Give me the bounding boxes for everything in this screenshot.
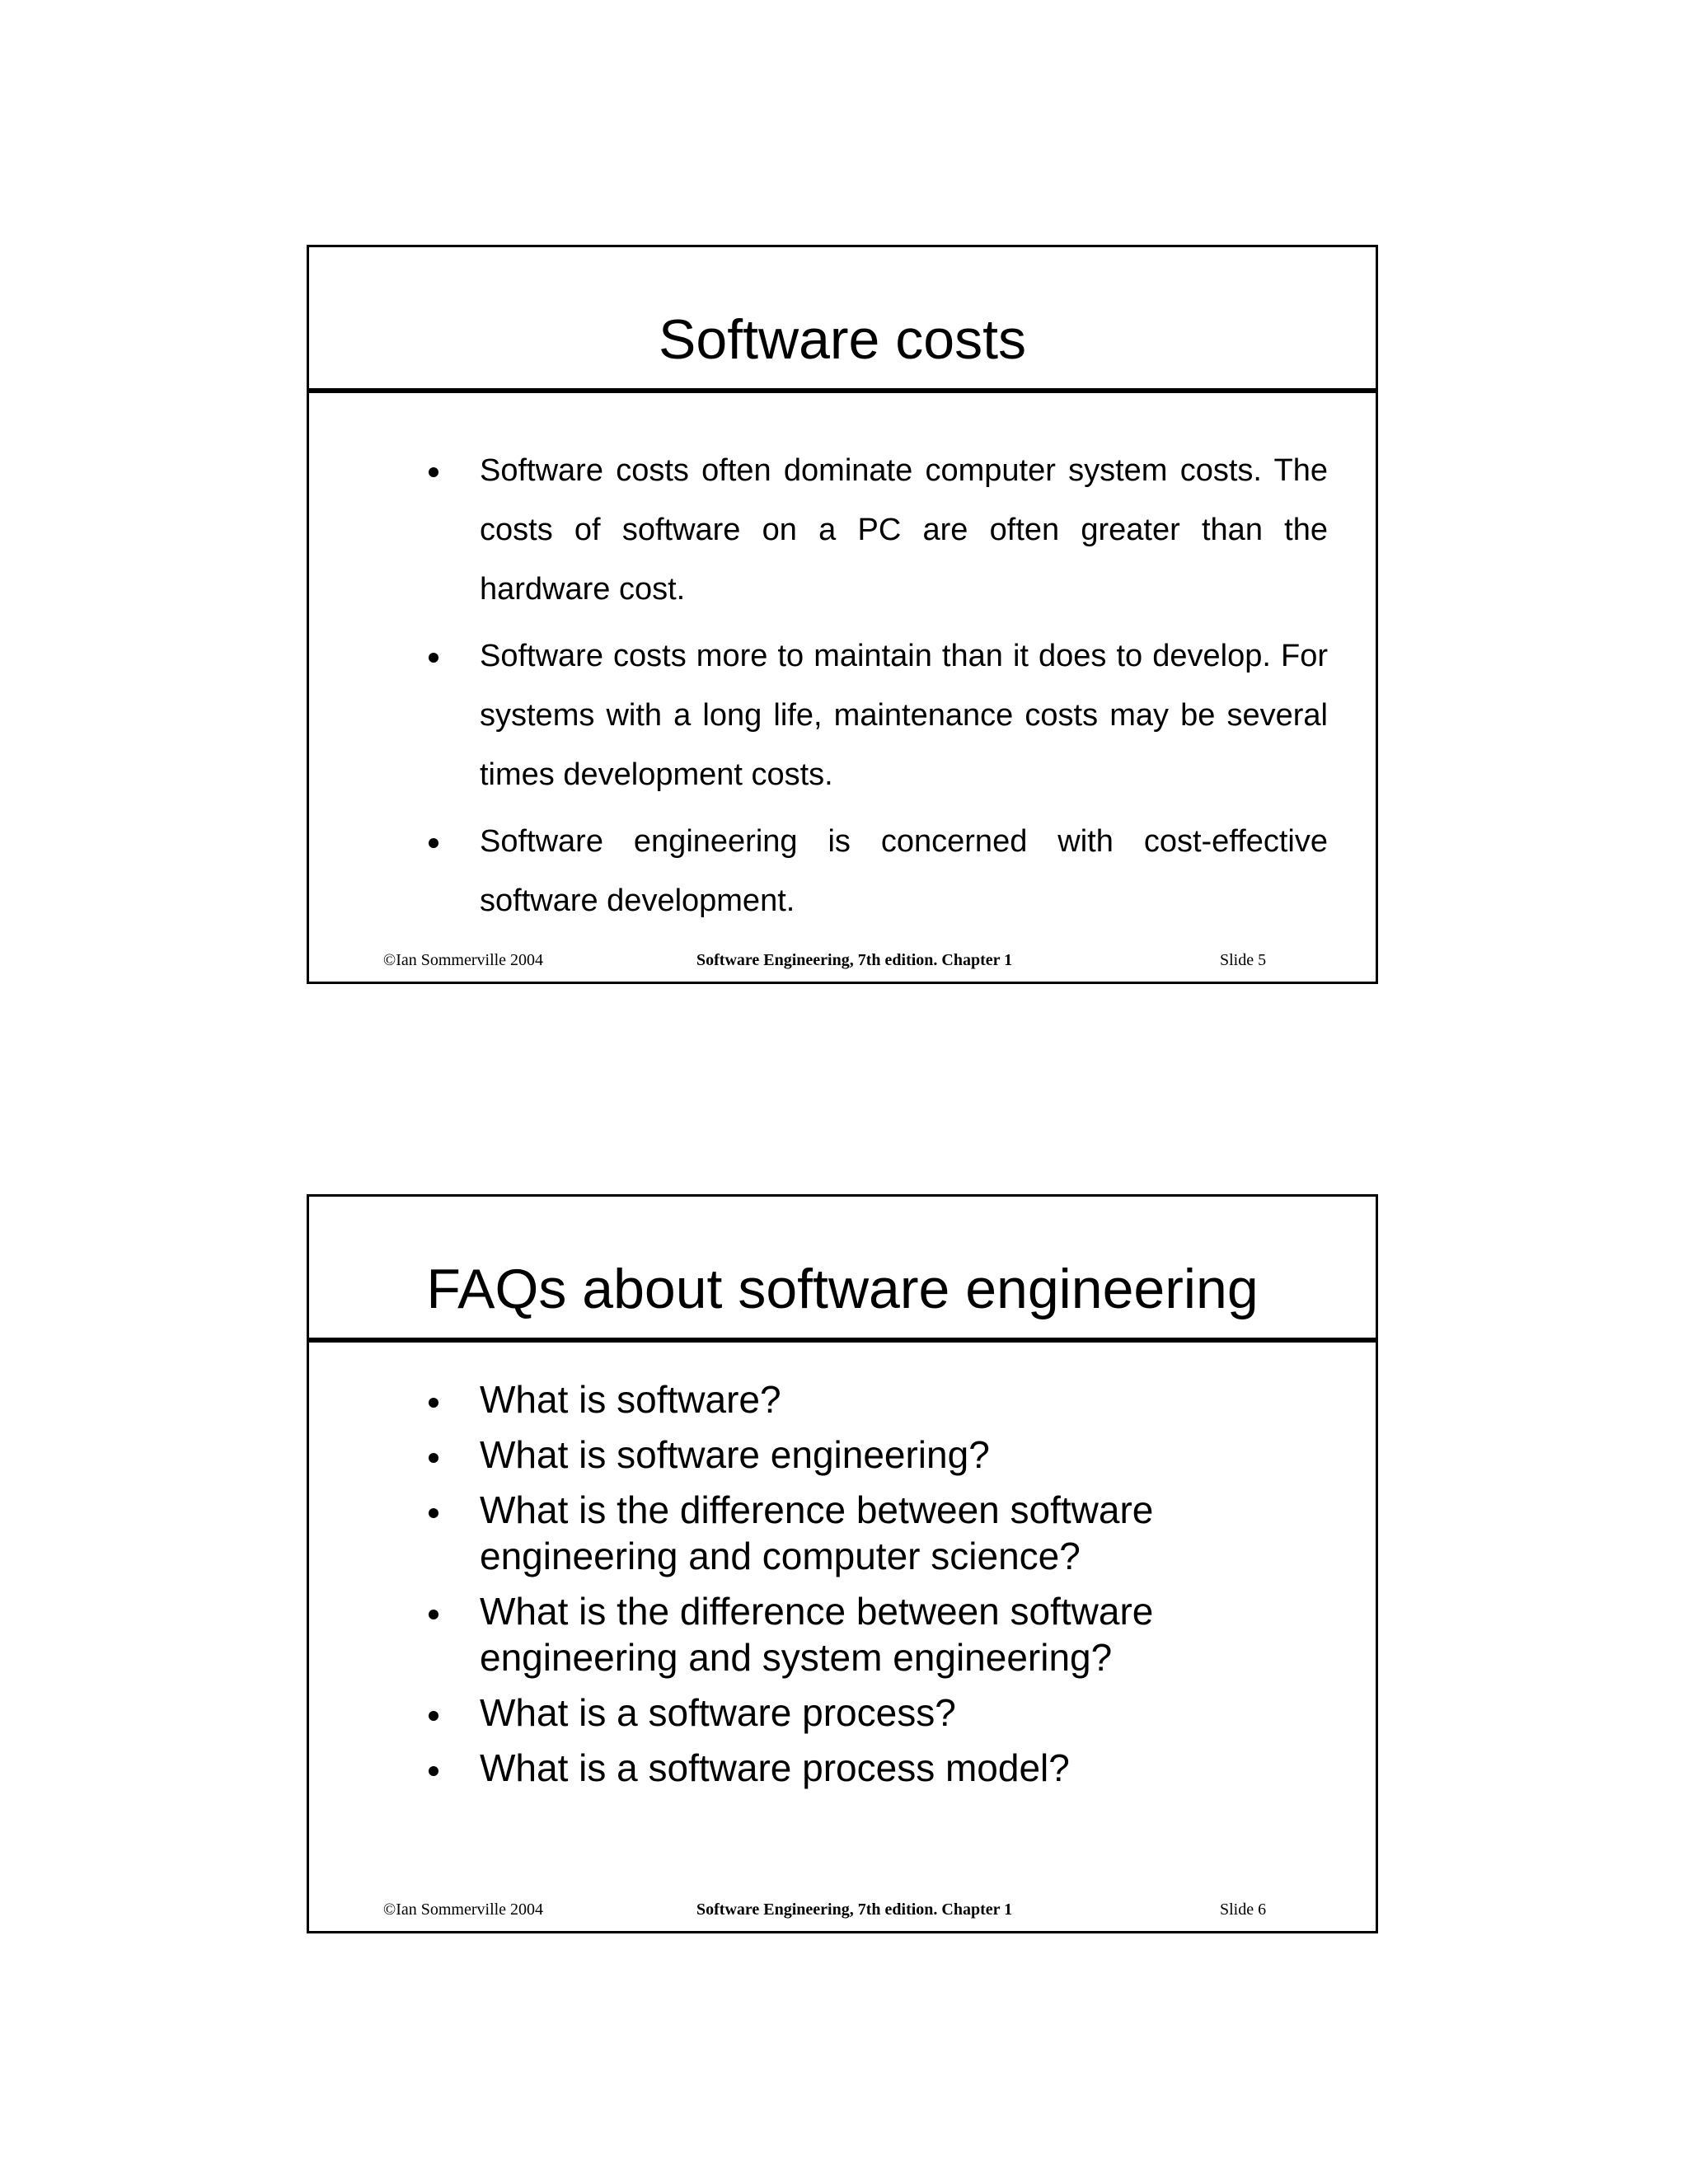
bullet-dot-icon bbox=[429, 1508, 438, 1518]
bullet-dot-icon bbox=[429, 1766, 438, 1776]
bullet-list bbox=[429, 441, 1328, 938]
bullet-dot-icon bbox=[429, 838, 438, 848]
bullet-dot-icon bbox=[429, 1610, 438, 1619]
slide-title-area bbox=[309, 247, 1376, 393]
bullet-dot-icon bbox=[429, 467, 438, 477]
bullet-text: What is a software process? bbox=[480, 1691, 956, 1734]
bullet-item bbox=[429, 812, 1328, 930]
bullet-text: What is the difference between software engineering and system engineering? bbox=[480, 1590, 1154, 1679]
bullet-item bbox=[429, 1588, 1328, 1680]
bullet-dot-icon bbox=[429, 1453, 438, 1463]
bullet-item bbox=[429, 626, 1328, 804]
slide-6 bbox=[307, 1194, 1378, 1933]
bullet-dot-icon bbox=[429, 1711, 438, 1721]
slide-footer bbox=[309, 948, 1376, 972]
footer-slide-number: Slide 5 bbox=[1220, 951, 1267, 969]
bullet-item bbox=[429, 1487, 1328, 1579]
slide-5 bbox=[307, 245, 1378, 984]
bullet-text: What is the difference between software engineering and computer science? bbox=[480, 1488, 1154, 1577]
bullet-dot-icon bbox=[429, 1398, 438, 1408]
slide-footer bbox=[309, 1897, 1376, 1922]
footer-copyright: ©Ian Sommerville 2004 bbox=[383, 1900, 544, 1919]
bullet-text: Software costs often dominate computer system costs. The costs of software on a PC are often greater than the hardware cost. bbox=[480, 453, 1328, 607]
bullet-text: Software costs more to maintain than it does to develop. For systems with a long life, maintenance costs may be several times development costs. bbox=[480, 639, 1328, 792]
footer-copyright: ©Ian Sommerville 2004 bbox=[383, 951, 544, 969]
bullet-item bbox=[429, 1745, 1328, 1791]
slide-title-area bbox=[309, 1197, 1376, 1343]
slide-title: Software costs bbox=[659, 308, 1026, 371]
bullet-text: What is a software process model? bbox=[480, 1746, 1070, 1789]
bullet-text: What is software? bbox=[480, 1378, 781, 1421]
bullet-item bbox=[429, 1690, 1328, 1736]
bullet-item bbox=[429, 1432, 1328, 1478]
bullet-text: Software engineering is concerned with cost-effective software development. bbox=[480, 824, 1328, 918]
bullet-item bbox=[429, 1376, 1328, 1422]
bullet-dot-icon bbox=[429, 653, 438, 663]
bullet-item bbox=[429, 441, 1328, 619]
slide-title: FAQs about software engineering bbox=[426, 1258, 1259, 1320]
footer-book-title: Software Engineering, 7th edition. Chapter 1 bbox=[696, 1900, 1013, 1919]
bullet-list bbox=[429, 1376, 1328, 1800]
footer-slide-number: Slide 6 bbox=[1220, 1900, 1267, 1919]
bullet-text: What is software engineering? bbox=[480, 1433, 990, 1476]
footer-book-title: Software Engineering, 7th edition. Chapter 1 bbox=[696, 951, 1013, 969]
